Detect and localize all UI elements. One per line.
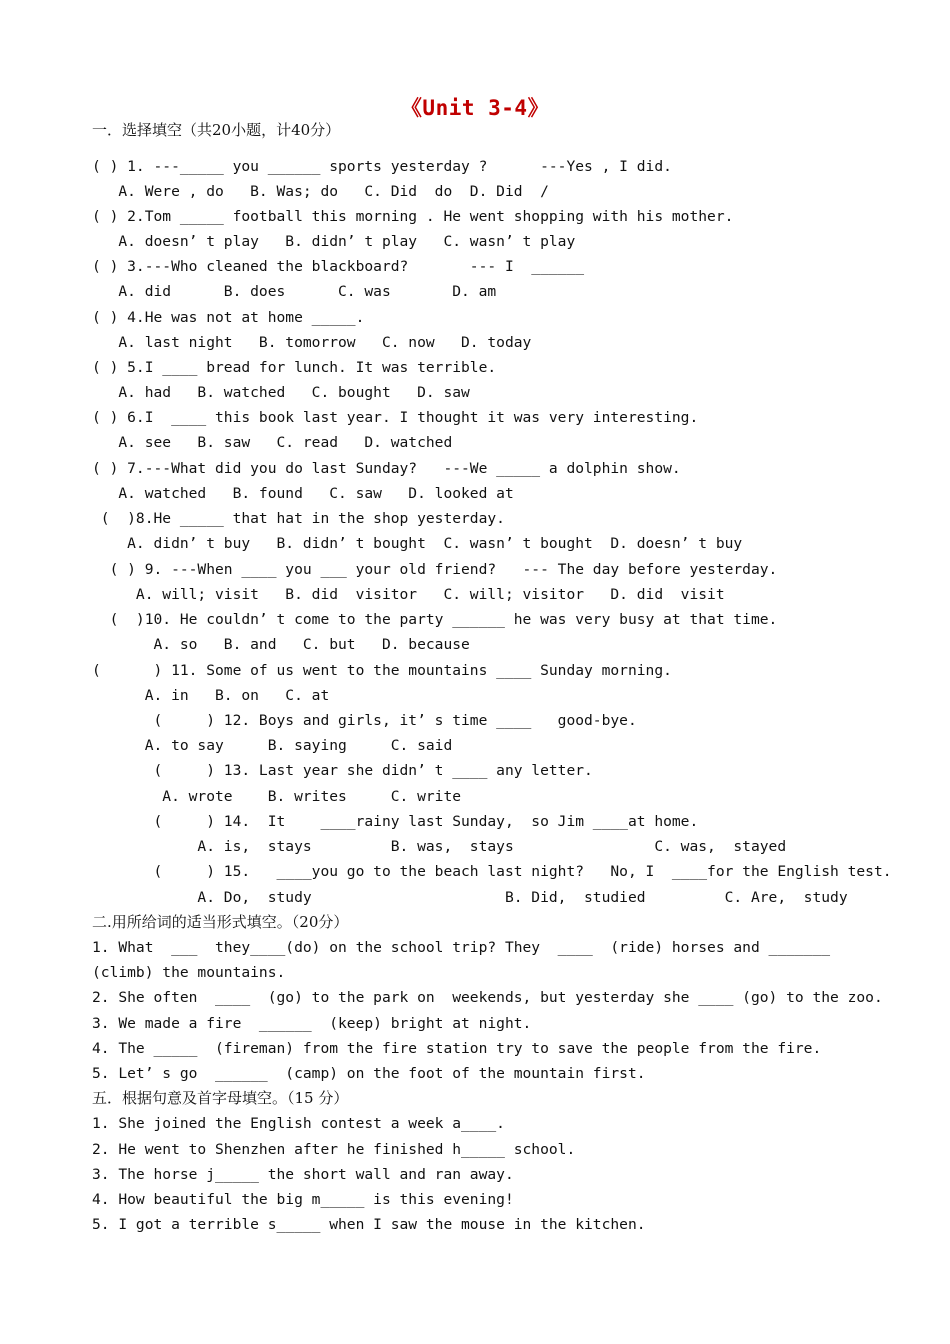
question-line: ( ) 15. ____you go to the beach last night? No, I ____for the English test. (92, 863, 892, 880)
section3-heading: 五．根据句意及首字母填空。（15 分） (92, 1089, 349, 1107)
options-line: A. Do, study B. Did, studied C. Are, study (92, 889, 848, 906)
question-line: ( ) 4.He was not at home _____. (92, 309, 365, 326)
fill-in-line: 5. Let’ s go ______ (camp) on the foot of the mountain first. (92, 1065, 646, 1082)
fill-in-line: 1. What ___ they____(do) on the school trip? They ____ (ride) horses and _______ (92, 939, 831, 956)
question-line: ( ) 3.---Who cleaned the blackboard? --- I ______ (92, 258, 585, 275)
question-line: ( ) 11. Some of us went to the mountains ____ Sunday morning. (92, 662, 672, 679)
options-line: A. doesn’ t play B. didn’ t play C. wasn’ t play (92, 233, 576, 250)
section2-heading: 二.用所给词的适当形式填空。（20分） (92, 913, 349, 931)
fill-in-line: 4. The _____ (fireman) from the fire station try to save the people from the fire. (92, 1040, 822, 1057)
question-line: ( ) 13. Last year she didn’ t ____ any letter. (92, 762, 593, 779)
initial-letter-line: 1. She joined the English contest a week a____. (92, 1115, 505, 1132)
fill-in-line: (climb) the mountains. (92, 964, 286, 981)
options-line: A. will; visit B. did visitor C. will; visitor D. did visit (92, 586, 725, 603)
question-line: ( ) 9. ---When ____ you ___ your old friend? --- The day before yesterday. (92, 561, 778, 578)
initial-letter-line: 4. How beautiful the big m_____ is this evening! (92, 1191, 514, 1208)
initial-letter-line: 2. He went to Shenzhen after he finished h_____ school. (92, 1141, 576, 1158)
options-line: A. to say B. saying C. said (92, 737, 453, 754)
options-line: A. Were , do B. Was; do C. Did do D. Did / (92, 183, 549, 200)
question-line: ( ) 7.---What did you do last Sunday? ---We _____ a dolphin show. (92, 460, 681, 477)
options-line: A. had B. watched C. bought D. saw (92, 384, 470, 401)
fill-in-line: 3. We made a fire ______ (keep) bright at night. (92, 1015, 532, 1032)
initial-letter-line: 3. The horse j_____ the short wall and ran away. (92, 1166, 514, 1183)
options-line: A. last night B. tomorrow C. now D. today (92, 334, 532, 351)
question-line: ( )10. He couldn’ t come to the party ______ he was very busy at that time. (92, 611, 778, 628)
section1-heading: 一．选择填空（共20小题，计40分） (92, 121, 341, 139)
question-line: ( ) 6.I ____ this book last year. I thought it was very interesting. (92, 409, 699, 426)
initial-letter-line: 5. I got a terrible s_____ when I saw the mouse in the kitchen. (92, 1216, 646, 1233)
question-line: ( ) 5.I ____ bread for lunch. It was terrible. (92, 359, 497, 376)
options-line: A. see B. saw C. read D. watched (92, 434, 453, 451)
options-line: A. did B. does C. was D. am (92, 283, 497, 300)
question-line: ( )8.He _____ that hat in the shop yesterday. (92, 510, 505, 527)
options-line: A. so B. and C. but D. because (92, 636, 470, 653)
options-line: A. didn’ t buy B. didn’ t bought C. wasn’ t bought D. doesn’ t buy (92, 535, 743, 552)
question-line: ( ) 2.Tom _____ football this morning . He went shopping with his mother. (92, 208, 734, 225)
options-line: A. watched B. found C. saw D. looked at (92, 485, 514, 502)
options-line: A. is, stays B. was, stays C. was, stayed (92, 838, 787, 855)
worksheet-title: 《Unit 3-4》 (400, 96, 550, 120)
question-line: ( ) 12. Boys and girls, it’ s time ____ good-bye. (92, 712, 637, 729)
question-line: ( ) 14. It ____rainy last Sunday, so Jim ____at home. (92, 813, 699, 830)
options-line: A. wrote B. writes C. write (92, 788, 462, 805)
options-line: A. in B. on C. at (92, 687, 330, 704)
question-line: ( ) 1. ---_____ you ______ sports yesterday ? ---Yes , I did. (92, 158, 672, 175)
fill-in-line: 2. She often ____ (go) to the park on weekends, but yesterday she ____ (go) to the zoo. (92, 989, 883, 1006)
